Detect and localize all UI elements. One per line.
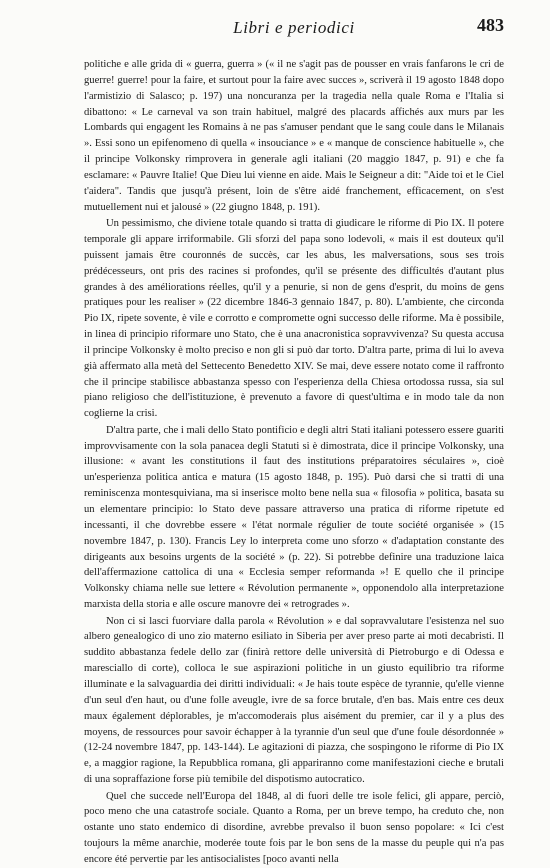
page-header (84, 10, 504, 40)
page-number: 483 (477, 15, 504, 35)
body-text (84, 57, 504, 868)
paragraph: D'altra parte, che i mali dello Stato pontificio e degli altri Stati italiani potessero essere guariti improvvisamente con la sola panacea degli Statuti si è dimostrata, dice il principe Volkonsky, una illusione: « avant les constitutions il faut des institutions préparatoires séculaires », cioè un'esperienza politica antica e matura (15 agosto 1848, p. 195). Può darsi che si tratti di una reminiscenza montesquiviana, ma si inserisce molto bene nella sua « filosofia » politica, basata su un elementare principio: lo Stato deve passare attraverso una pratica di riforme ripetute ed incessanti, il che dovrebbe essere « l'état normale régulier de toute société organisée » (15 novembre 1847, p. 130). Francis Ley lo interpreta come uno sforzo « d'adaptation constante des dirigeants aux besoins urgents de la société » (p. 22). Si potrebbe definire una traduzione laica dell'affermazione cattolica di una « Ecclesia semper reformanda »! E quello che il principe Volkonsky chiama nelle sue lettere « Révolution permanente », opponendolo alla interpretazione marxista della storia e alle oscure manovre dei « retrogrades ». (84, 424, 504, 611)
paragraph: Quel che succede nell'Europa del 1848, al di fuori delle tre isole felici, gli appare, perciò, poco meno che una catastrofe sociale. Quanto a Roma, per un breve tempo, ha creduto che, non ostante uno stato endemico di disordine, avrebbe prevalso il buon senso popolare: « Ici c'est toujours la même anarchie, moderée toute fois par le bon sens de la masse du peuple qui n'a pas encore été pervertie par les antisocialistes [poco avanti nella (84, 790, 504, 865)
paragraph: Un pessimismo, che diviene totale quando si tratta di giudicare le riforme di Pio IX. Il potere temporale gli appare irriformabile. Gli sforzi del papa sono lodevoli, « mais il est douteux qu'il puissent jamais être couronnés de succès, car les abus, les malversations, sous ses trois prédécesseurs, ont pris des racines si profondes, qu'il se présente des difficultés d'autant plus grandes à des améliorations réelles, qu'il y a penurie, si non de gens d'esprit, du moins de gens pratiques pour les realiser » (22 dicembre 1846-3 gennaio 1847, p. 80). L'ambiente, che circonda Pio IX, ripete sovente, è vile e corrotto e compromette ogni successo delle riforme. Ma è possibile, in linea di principio riformare uno Stato, che è una anacronistica sopravvivenza? Su questa accusa il principe Volkonsky è molto preciso e non gli si può dar torto. D'altra parte, prima di lui lo aveva già affermato alla metà del Settecento Benedetto XIV. Se mai, deve essere notato come il raffronto che il principe stabilisce abbastanza spesso con l'esperienza della Chiesa ortodossa russa, sia sul piano religioso che dell'istituzione, è prevenuto a favore di quest'ultima e in modo tale da non coglierne la crisi. (84, 218, 504, 420)
paragraph: politiche e alle grida di « guerra, guerra » (« il ne s'agit pas de pousser en vrais fanfarons le cri de guerre! guerre! pour la faire, et surtout pour la faire avec succes », scriverà il 19 agosto 1848 dopo l'armistizio di Salasco; p. 197) una noncuranza per la tragedia nella quale Roma e l'Italia si dibattono: « Le carneval va son train habituel, malgré des placards affichés aux murs par les Lombards qui engagent les Romains à ne pas s'amuser pendant que le sang coule dans le Milanais ». Essi sono un epifenomeno di quella « insouciance » e « manque de conscience habituelle », che il principe Volkonsky rimprovera in generale agli italiani (20 maggio 1847, p. 91) e che fa esclamare: « Pauvre Italie! Que Dieu lui vienne en aide. Mais le Seigneur a dit: "Aide toi et le Ciel t'aidera". Tandis que jusqu'à présent, loin de s'être aidé franchement, efficacement, on s'est mutuellement nui et jalousé » (22 giugno 1848, p. 191). (84, 59, 504, 213)
paragraph: Non ci si lasci fuorviare dalla parola « Révolution » e dal sopravvalutare l'esistenza nel suo albero genealogico di uno zio materno esiliato in Siberia per aver preso parte ai moti decabristi. Il suddito abbastanza fedele dello zar (finirà rettore delle università di Pietroburgo e di Odessa e maresciallo di corte), colloca le sue aspirazioni politiche in un giusto equilibrio tra riforme illuminate e la salvaguardia dei diritti individuali: « Je hais toute espèce de tyrannie, qu'elle vienne d'un seul d'en haut, ou d'une folle aveugle, ivre de sa force brutale, d'en bas. Mais entre ces deux maux également déplorables, je m'accomoderais plus aisément du premier, car il y a plus des moyens, de ressources pour savoir échapper à la tyrannie d'un seul que d'une foule désordonnée » (12-24 novembre 1847, pp. 143-144). Le agitazioni di piazza, che sospingono le riforme di Pio IX e, a maggior ragione, la Repubblica romana, gli appariranno come manifestazioni cieche e brutali di una sopraffazione forse più temibile del dispotismo autocratico. (84, 615, 504, 786)
running-head: Libri e periodici (233, 18, 355, 37)
